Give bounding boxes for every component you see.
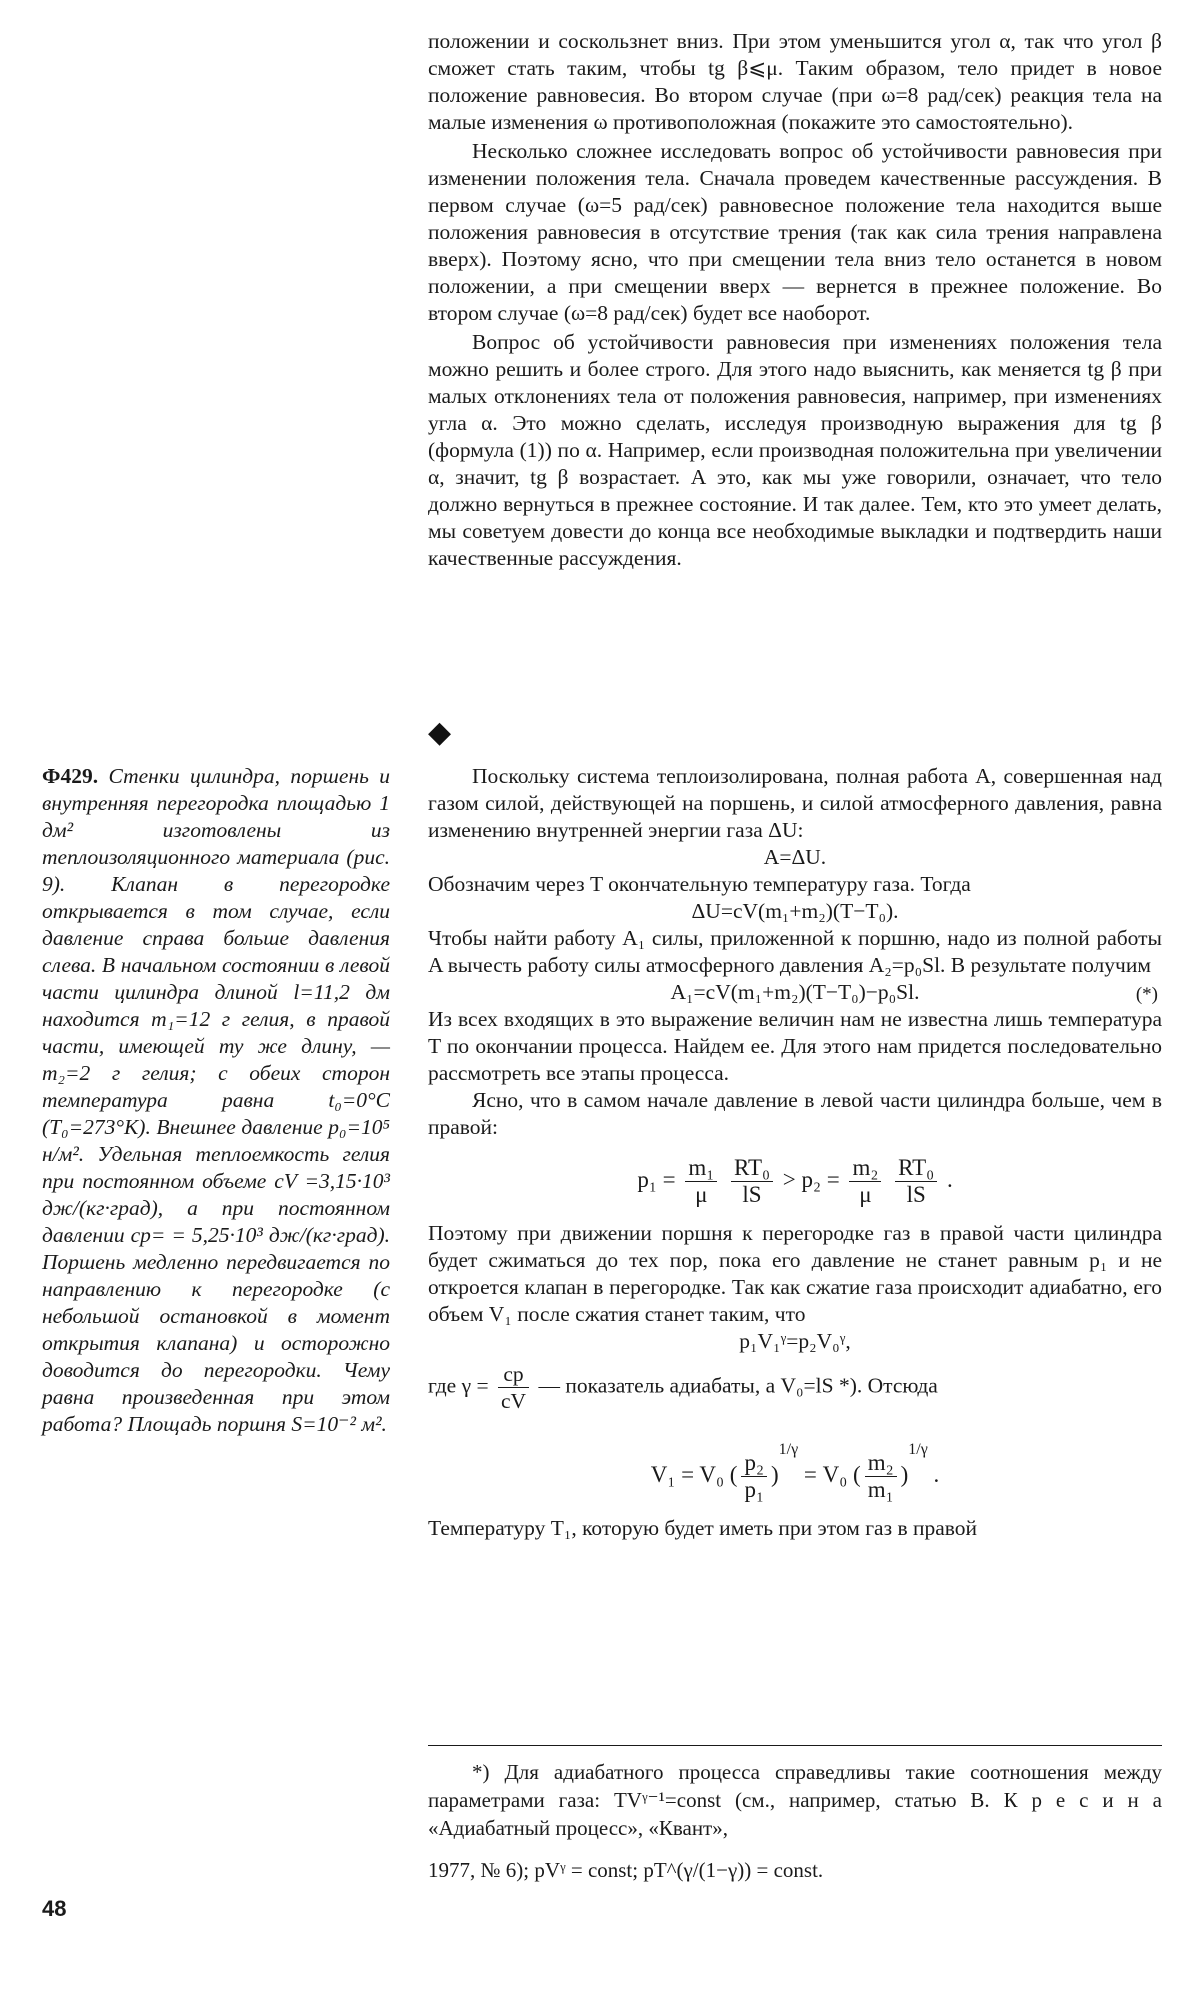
solution-para-5: Ясно, что в самом начале давление в левой части цилиндра больше, чем в правой: [428,1088,1162,1139]
equation-2: ΔU=cV(m₁+m₂)(T−T₀). [691,899,899,923]
pressure-equation [428,1155,1162,1208]
eq4-frac-rt-ls-2 [895,1155,937,1208]
eq6-lhs: V₁ = V₀ [650,1462,725,1487]
footnote-line-1: *) Для адиабатного процесса справедливы такие соотношения между параметрами газа: TVᵞ⁻¹=const (см., например, статью В. К р е с и н а «Адиабатный процесс», «Квант», [428,1760,1162,1840]
eq6-m2: m₂ [865,1450,897,1477]
equation-5: p₁V₁ᵞ=p₂V₀ᵞ, [739,1329,851,1353]
eq6-m1: m₁ [867,1477,894,1503]
gamma-frac [498,1361,529,1414]
eq6-frac-m [865,1450,897,1503]
solution-para-7 [428,1361,1162,1414]
problem-statement [42,763,390,1438]
intro-paragraph-1: положении и соскользнет вниз. При этом уменьшится угол α, так что угол β сможет стать таким, чтобы tg β⩽μ. Таким образом, тело придет в новое положение равновесия. Во втором случае (при ω=8 рад/сек) реакция тела на малые изменения ω противоположная (покажите это самостоятельно). [428,29,1162,134]
eq6-frac-p [741,1450,767,1503]
footnote-divider [428,1745,1162,1746]
equation-1: A=ΔU. [763,845,827,869]
gamma-def-start: где γ = [428,1373,489,1398]
solution-para-6: Поэтому при движении поршня к перегородке газ в правой части цилиндра будет сжиматься до тех пор, пока его давление не станет равным p₁ и не откроется клапан в перегородке. Так как сжатие газа происходит адиабатно, его объем V₁ после сжатия станет таким, что [428,1221,1162,1326]
eq4-mu1: μ [695,1182,708,1207]
intro-text-column [428,28,1162,572]
problem-text: Стенки цилиндра, поршень и внутренняя перегородка площадью 1 дм² изготовлены из теплоизоляционного материала (рис. 9). Клапан в перегородке открывается в том случае, если давление справа больше давления слева. В начальном состоянии в левой части цилиндра длиной l=11,2 дм находится m₁=12 г гелия, в правой части, имеющей ту же длину, — m₂=2 г гелия; с обеих сторон температура равна t₀=0°C (T₀=273°K). Внешнее давление p₀=10⁵ н/м². Удельная теплоемкость гелия при постоянном объеме cV =3,15·10³ дж/(кг·град), а при постоянном давлении cp= = 5,25·10³ дж/(кг·град). Поршень медленно передвигается по направлению к перегородке (с небольшой остановкой в момент открытия клапана) и осторожно доводится до перегородки. Чему равна произведенная при этом работа? Площадь поршня S=10⁻² м². [42,764,391,1436]
intro-paragraph-3: Вопрос об устойчивости равновесия при изменениях положения тела можно решить и более строго. Для этого надо выяснить, как меняется tg β при малых отклонениях тела от положения равновесия, например, при изменениях угла α. Это можно сделать, исследуя производную выражения для tg β (формула (1)) по α. Например, если производная положительна при увеличении α, значит, tg β возрастает. А это, как мы уже говорили, означает, что тело должно вернуться в прежнее состояние. И так далее. Тем, кто это умеет делать, мы советуем довести до конца все необходимые выкладки и подтвердить наши качественные рассуждения. [428,330,1162,570]
solution-column [428,763,1162,1542]
solution-para-8: Температуру T₁, которую будет иметь при этом газ в правой [428,1516,978,1541]
eq4-rt2: RT₀ [895,1155,937,1182]
eq4-m2: m₂ [849,1155,881,1182]
volume-equation: V₁ = V₀ ( $\frac{\text{p₂}}{\text{p₁}}$ )$^{1/\gamma}$ = V₀ ( $\frac{\text{m₂}}{\text{m₁}}$ )$^{1/\gamma}$ . [650,1441,940,1503]
section-separator-icon: ◆ [428,716,452,749]
solution-para-1: Поскольку система теплоизолирована, полная работа A, совершенная над газом силой, действующей на поршень, и силой атмосферного давления, равна изменению внутренней энергии газа ΔU: [428,764,1162,842]
eq6-p2: p₂ [741,1450,767,1477]
footnote-line-2: 1977, № 6); pVᵞ = const; pT^(γ/(1−γ)) = const. [428,1858,824,1882]
gamma-num: cp [498,1361,529,1388]
eq4-ls1: lS [742,1182,762,1207]
equation-3-row [428,979,1162,1006]
eq4-mu2: μ [859,1182,872,1207]
eq6-exp1: 1/γ [778,1441,799,1458]
eq4-ls2: lS [906,1182,926,1207]
footnote [428,1758,1162,1884]
intro-paragraph-2: Несколько сложнее исследовать вопрос об устойчивости равновесия при изменении положения тела. Сначала проведем качественные рассуждения. В первом случае (ω=5 рад/сек) равновесное положение тела находится выше положения равновесия в отсутствие трения (так как сила трения направлена вверх). Поэтому ясно, что при смещении тела вниз тело останется в новом положении, а при смещении вверх — вернется в прежнее положение. Во втором случае (ω=8 рад/сек) будет все наоборот. [428,139,1162,325]
eq4-rt1: RT₀ [731,1155,773,1182]
eq6-p1: p₁ [744,1477,764,1503]
gamma-def-end: — показатель адиабаты, а V₀=lS *). Отсюда [538,1373,938,1398]
eq6-mid: = V₀ [803,1462,848,1487]
solution-para-3: Чтобы найти работу A₁ силы, приложенной к поршню, надо из полной работы A вычесть работу силы атмосферного давления A₂=p₀Sl. В результате получим [428,926,1162,977]
eq4-p1: p₁ = [637,1166,676,1192]
problem-label: Ф429. [42,764,99,788]
eq4-gt: > p₂ = [782,1166,840,1192]
eq4-frac-m1-mu [685,1155,717,1208]
eq6-exp2: 1/γ [908,1441,928,1458]
eq4-frac-m2-mu [849,1155,881,1208]
equation-3-tag: (*) [1135,984,1158,1005]
equation-3: A₁=cV(m₁+m₂)(T−T₀)−p₀Sl. [670,980,920,1004]
solution-para-2: Обозначим через T окончательную температуру газа. Тогда [428,872,971,896]
page-number: 48 [42,1896,67,1921]
eq4-m1: m₁ [685,1155,717,1182]
eq6-end: . [933,1462,940,1487]
solution-para-4: Из всех входящих в это выражение величин нам не известна лишь температура T по окончании процесса. Найдем ее. Для этого нам придется последовательно рассмотреть все этапы процесса. [428,1007,1162,1085]
eq4-frac-rt-ls-1 [731,1155,773,1208]
eq4-end: . [946,1166,953,1192]
gamma-den: cV [500,1389,527,1413]
